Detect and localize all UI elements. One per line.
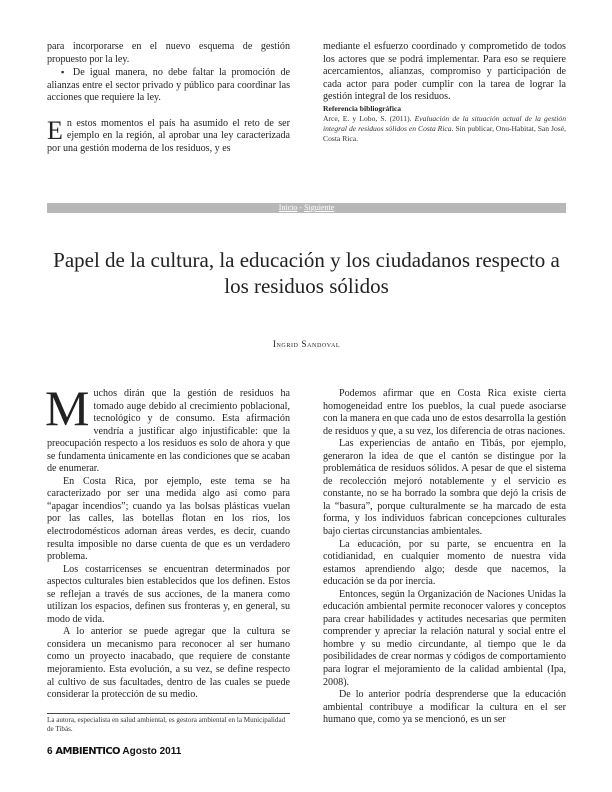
article-author: Ingrid Sandoval: [272, 339, 341, 349]
reference-work-title: Evaluación de la situación actual de la gestión integral de residuos sólidos en Costa Rica: [323, 113, 566, 133]
paragraph: mediante el esfuerzo coordinado y comprometido de todos los actores que se podrá implementar. Para eso se requiere acercamientos, alianzas, compromiso y participación de cada actor para poder cumplir con la tarea de lograr la gestión integral de los residuos.: [323, 41, 566, 103]
paragraph: La educación, por su parte, se encuentra en la cotidianidad, en cualquier momento de nuestra vida estamos aprendiendo algo; desde que nacemos, la educación se da por inercia.: [323, 538, 566, 588]
paragraph: En Costa Rica, por ejemplo, este tema se ha caracterizado por ser una medida algo así como para “apagar incendios”; cuando ya las bolsas plásticas vuelan por las calles, las botellas flotan en los ríos, los electrodomésticos adornan áreas verdes, es decir, cuando resulta imposible no darse cuenta de que es un verdadero problema.: [47, 475, 290, 563]
next-link[interactable]: Siguiente: [304, 203, 335, 212]
paragraph-with-dropcap: [47, 115, 290, 156]
paragraph: De lo anterior podría desprenderse que la educación ambiental contribuye a modificar la cultura en el ser humano que, como ya se mencionó, es un ser: [323, 689, 566, 726]
paragraph: Entonces, según la Organización de Naciones Unidas la educación ambiental permite reconocer valores y conceptos para crear habilidades y actitudes necesarias que permiten comprender y apreciar la relación natural y social entre el hombre y su medio circundante, al tiempo que le da posibilidades de crear normas y códigos de comportamiento para lograr el mejoramiento de la calidad ambiental (Ipa, 2008).: [323, 588, 566, 688]
footnote-divider: [47, 713, 290, 714]
paragraph: Los costarricenses se encuentran determinados por aspectos culturales bien establecidos que los definen. Estos se reflejan a través de sus acciones, de la manera como utilizan los espacios, definen sus fronteras y, en general, su modo de vida.: [47, 563, 290, 625]
reference-publisher: . Sin publicar, Onu-Habitat, San José, Costa Rica.: [323, 123, 567, 143]
author-footnote: La autora, especialista en salud ambiental, es gestora ambiental en la Municipalidad de Tibás.: [47, 716, 286, 733]
bottom-left-column: [45, 380, 290, 702]
bullet-item: ▪ De igual manera, no debe faltar la promoción de alianzas entre el sector privado y público para coordinar las acciones que requiere la ley.: [47, 66, 290, 105]
issue-date: Agosto 2011: [122, 746, 182, 757]
paragraph-text: uchos dirán que la gestión de residuos ha tomado auge debido al crecimiento poblacional, tecnológico y de consumo. Esta afirmación vendría a justificar algo injustificable: que la preocupación respecto a los residuos es solo de ahora y que se fundamenta únicamente en las condiciones que se acaban de enumerar.: [47, 388, 290, 475]
article-title: Papel de la cultura, la educación y los ciudadanos respecto a los residuos sólidos: [53, 248, 560, 298]
paragraph: Las experiencias de antaño en Tibás, por ejemplo, generaron la idea de que el cantón se distingue por la problemática de residuos sólidos. A pesar de que el sistema de recolección mejoró notablemente y el servicio es constante, no se ha borrado la sombra que dejó la crisis de la “basura”, porque culturalmente se ha marcado de esta forma, y los individuos fabrican concepciones culturales bajo ciertas circunstancias ambientales.: [323, 438, 566, 538]
paragraph: A lo anterior se puede agregar que la cultura se considera un mecanismo para reconocer al ser humano como un proyecto inacabado, que requiere de constante mejoramiento. Esta evolución, a su vez, se define respecto al cultivo de sus facultades, dentro de las cuales se puede considerar la protección de su medio.: [47, 626, 290, 701]
top-right-column: [323, 41, 566, 144]
paragraph: Podemos afirmar que en Costa Rica existe cierta homogeneidad entre los pueblos, la cual puede asociarse con la manera en que cada uno de estos desarrolla la gestión de residuos y que, a su vez, los diferencia de otras naciones.: [323, 388, 566, 437]
home-link[interactable]: Inicio: [278, 203, 298, 212]
paragraph-text: n estos momentos el país ha asumido el reto de ser ejemplo en la región, al aprobar una ley caracterizada por una gestión moderna de los residuos, y es: [47, 117, 290, 154]
reference-heading: Referencia bibliográfica: [323, 103, 402, 113]
paragraph-with-dropcap: [45, 380, 290, 476]
drop-cap: E: [47, 115, 63, 145]
drop-cap: M: [45, 380, 90, 436]
reference-authors: Arce, E. y Lobo, S. (2011).: [323, 113, 415, 123]
reference-entry: [323, 114, 566, 144]
top-left-column: [47, 41, 290, 155]
navigation-bar: [47, 203, 566, 213]
paragraph: para incorporarse en el nuevo esquema de gestión propuesto por la ley.: [47, 41, 290, 65]
page-number: 6: [47, 746, 53, 757]
nav-separator: -: [297, 203, 305, 212]
bottom-right-column: [323, 388, 566, 727]
magazine-logo: AMBIENTICO: [55, 746, 120, 757]
page-footer: [47, 746, 181, 757]
